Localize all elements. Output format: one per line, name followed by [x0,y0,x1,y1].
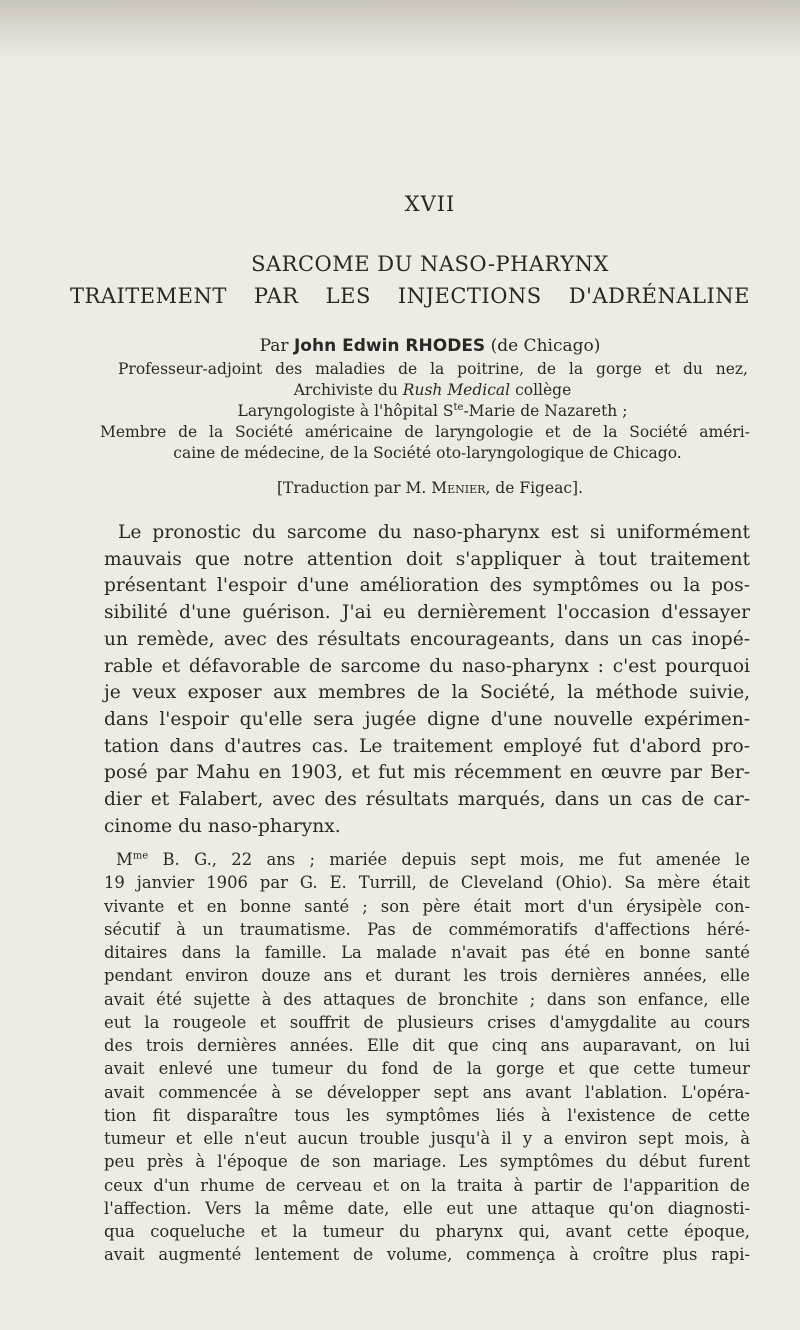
text-line: mauvais que notre attention doit s'appliquer à tout traitement [104,548,750,570]
author-origin: (de Chicago) [490,336,601,356]
article-title-line-1: SARCOME DU NASO-PHARYNX [251,252,609,276]
text-line: tation dans d'autres cas. Le traitement employé fut d'abord pro- [104,735,750,757]
text-line: posé par Mahu en 1903, et fut mis récemment en œuvre par Ber- [104,762,750,784]
chapter-number: XVII [404,192,456,216]
text-line: tumeur et elle n'eut aucun trouble jusqu'à il y a environ sept mois, à [104,1129,750,1148]
text-line: pendant environ douze ans et durant les trois dernières années, elle [104,966,750,986]
affiliation-line-2 [0,381,800,399]
text-line: qua coqueluche et la tumeur du pharynx qui, avant cette époque, [104,1222,750,1241]
text-line: ceux d'un rhume de cerveau et on la traita à partir de l'apparition de [104,1175,750,1195]
affiliation-text: Laryngologiste à l'hôpital S [237,402,454,420]
text-line: avait commencée à se développer sept ans avant l'ablation. L'opéra- [104,1082,750,1102]
text-line: eut la rougeole et souffrit de plusieurs crises d'amygdalite au cours [104,1012,750,1032]
college-name: Rush Medical [402,381,511,399]
paragraph-2 [104,848,750,1267]
text-line [104,848,750,871]
text-line: tion fit disparaître tous les symptômes liés à l'existence de cette [104,1105,750,1125]
affiliation-text: -Marie de Nazareth ; [463,402,628,420]
affiliation-line-1: Professeur-adjoint des maladies de la poitrine, de la gorge et du nez, [118,360,748,378]
translation-text: , de Figeac]. [485,479,584,497]
text-run: B. G., 22 ans ; mariée depuis sept mois, me fut amenée le [148,850,750,869]
text-line: dans l'espoir qu'elle sera jugée digne d'une nouvelle expérimen- [104,708,750,730]
author-name: John Edwin RHODES [293,336,486,356]
text-line: un remède, avec des résultats encourageants, dans un cas inopé- [104,628,750,650]
affiliation-line-3 [0,402,800,420]
text-line: je veux exposer aux membres de la Société, la méthode suivie, [104,682,750,704]
affiliation-text: collège [515,381,572,399]
text-line: 19 janvier 1906 par G. E. Turrill, de Cleveland (Ohio). Sa mère était [104,873,750,893]
text-line: sécutif à un traumatisme. Pas de commémoratifs d'affections héré- [104,919,750,939]
text-line: des trois dernières années. Elle dit que cinq ans auparavant, on lui [104,1036,750,1055]
superscript: te [453,401,464,413]
text-line: avait enlevé une tumeur du fond de la gorge et que cette tumeur [104,1059,750,1079]
translation-note [0,479,800,497]
text-line: rable et défavorable de sarcome du naso-pharynx : c'est pourquoi [104,655,750,677]
text-line: sibilité d'une guérison. J'ai eu dernièrement l'occasion d'essayer [104,602,750,624]
text-line: avait augmenté lentement de volume, commença à croître plus rapi- [104,1245,750,1265]
text-line: présentant l'espoir d'une amélioration des symptômes ou la pos- [104,575,750,597]
affiliation-line-5: caine de médecine, de la Société oto-laryngologique de Chicago. [173,444,682,462]
text-line: vivante et en bonne santé ; son père était mort d'un érysipèle con- [104,896,750,916]
text-line: ditaires dans la famille. La malade n'avait pas été en bonne santé [104,943,750,962]
text-line: dier et Falabert, avec des résultats marqués, dans un cas de car- [104,789,750,811]
affiliation-text: Archiviste du [293,381,398,399]
text-line: cinome du naso-pharynx. [104,815,341,837]
text-line: Le pronostic du sarcome du naso-pharynx est si uniformément [118,522,750,543]
paragraph-1 [104,520,750,840]
byline-par: Par [259,336,289,356]
affiliation-line-4: Membre de la Société américaine de laryngologie et de la Société améri- [100,423,750,441]
honorific: M [116,850,133,869]
translator-name: Menier [431,479,486,497]
text-line: avait été sujette à des attaques de bronchite ; dans son enfance, elle [104,989,750,1009]
article-title-line-2: TRAITEMENT PAR LES INJECTIONS D'ADRÉNALINE [70,284,750,308]
byline [0,336,800,356]
translation-text: [Traduction par M. [276,479,427,497]
superscript: me [132,850,149,862]
text-line: peu près à l'époque de son mariage. Les symptômes du début furent [104,1152,750,1172]
text-line: l'affection. Vers la même date, elle eut une attaque qu'on diagnosti- [104,1198,750,1218]
